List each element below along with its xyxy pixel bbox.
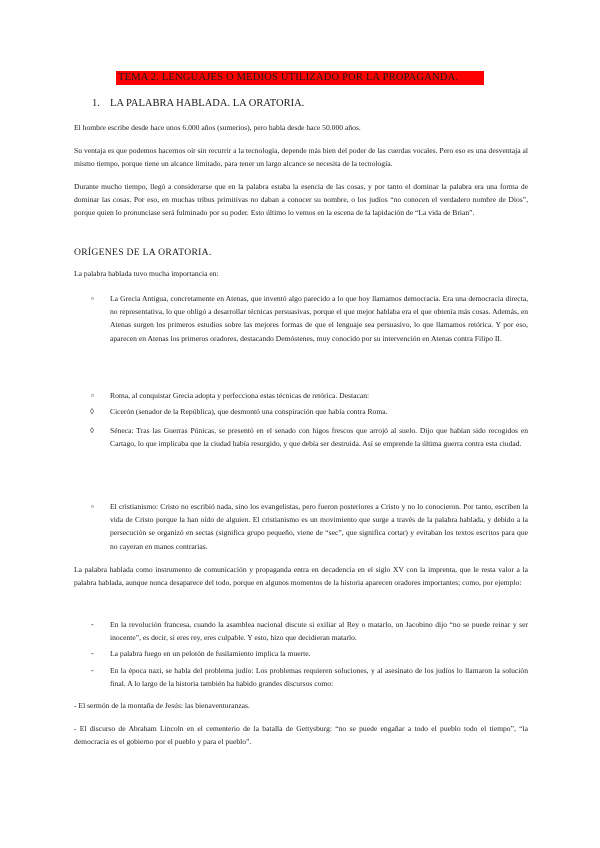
paragraph-intro: El hombre escribe desde hace unos 6.000 años (sumerios), pero habla desde hace 50.000 años.: [74, 123, 361, 132]
list-item-cristianismo: El cristianismo: Cristo no escribió nada, sino los evangelistas, pero fueron posteriores a Cristo y no lo conocieron. Por tanto, escriben la vida de Cristo porque la han oído de alguien. El cristianismo es un movimiento que surge a través de la palabra hablada, y debido a la persecución se organizó en sectas (significa grupo pequeño, viene de “sec”, que significa cortar) y evitaban los textos escritos para que no cayeran en manos contrarias.: [110, 502, 528, 551]
dash-marker: -: [91, 649, 94, 658]
list-item-ciceron: Cicerón (senador de la República), que desmontó una conspiración que había contra Roma.: [110, 407, 388, 416]
list-item-nazi: En la época nazi, se habla del problema judío: Los problemas requieren soluciones, y al asesinato de los judíos lo llamaron la solución final. A lo largo de la historia también ha habido grandes discursos como:: [110, 666, 528, 689]
paragraph-decadencia: La palabra hablada como instrumento de comunicación y propaganda entra en decadencia en el siglo XV con la imprenta, que le resta valor a la palabra hablada, aunque nunca desaparece del todo, porque en algunos momentos de la historia aparecen oradores importantes; como, por ejemplo:: [74, 565, 528, 588]
section-heading-origenes: ORÍGENES DE LA ORATORIA.: [74, 247, 212, 258]
list-item-seneca: Séneca: Tras las Guerras Púnicas, se presentó en el senado con higos frescos que arrojó al suelo. Dijo que habían sido recogidos en Cartago, lo que implicaba que la ciudad había resurgido, y que debía ser destruida. Así se emprende la última guerra contra esta ciudad.: [110, 426, 528, 449]
page-title: [116, 71, 484, 85]
paragraph-lincoln: - El discurso de Abraham Lincoln en el cementerio de la batalla de Gettysburg: “no se puede engañar a todo el pueblo todo el tiempo”, “la democracia es el gobierno por el pueblo y para el pueblo”.: [74, 724, 528, 747]
bullet-marker: ▫: [91, 294, 94, 303]
list-item-revolucion: En la revolución francesa, cuando la asamblea nacional discute si exiliar al Rey o matarlo, un Jacobino dijo “no se puede reinar y ser inocente”, es decir, si eres rey, eres culpable. Y esto, hizo que decidieran matarlo.: [110, 620, 528, 643]
list-item-roma: Roma, al conquistar Grecia adopta y perfecciona estas técnicas de retórica. Destacan:: [110, 391, 370, 400]
paragraph-sermon: - El sermón de la montaña de Jesús: las bienaventuranzas.: [74, 701, 250, 710]
bullet-marker: ▫: [91, 391, 94, 400]
list-item-fuego: La palabra fuego en un pelotón de fusilamiento implica la muerte.: [110, 649, 311, 658]
dash-marker: -: [91, 666, 94, 675]
bullet-marker: ▫: [91, 502, 94, 511]
list-item-grecia: La Grecia Antigua, concretamente en Atenas, que inventó algo parecido a lo que hoy llamamos democracia. Era una democracia directa, no representativa, lo que obligó a desarrollar técnicas persuasivas, porque el que mejor hablaba era el que obtenía más cosas. Además, en Atenas surgen los primeros estudios sobre las mejores formas de que el lenguaje sea persuasivo, lo que llamamos retórica. Y por eso, aparecen en Atenas los primeros oradores, destacando Demóstenes, muy conocido por su intervención en Atenas contra Filipo II.: [110, 294, 528, 343]
paragraph-esencia: Durante mucho tiempo, llegó a considerarse que en la palabra estaba la esencia de las cosas, y por tanto el dominar la palabra era una forma de dominar las cosas. Por eso, en muchas tribus primitivas no daban a conocer su nombre, o los judíos “no conocen el verdadero nombre de Dios”, porque quien lo pronunciase será fulminado por su poder. Esto último lo vemos en la escena de la lapidación de “La vida de Brian”.: [74, 182, 528, 218]
dash-marker: -: [91, 620, 94, 629]
section-heading-palabra-hablada: [92, 98, 304, 109]
diamond-marker: ◊: [90, 426, 94, 435]
section-label: LA PALABRA HABLADA. LA ORATORIA.: [110, 98, 305, 109]
page-title-text: TEMA 2. LENGUAJES O MEDIOS UTILIZADO POR LA PROPAGANDA.: [118, 72, 459, 83]
diamond-marker: ◊: [90, 407, 94, 416]
paragraph-importancia: La palabra hablada tuvo mucha importancia en:: [74, 269, 219, 278]
section-number: 1.: [92, 98, 100, 109]
paragraph-ventaja: Su ventaja es que podemos hacernos oír sin recurrir a la tecnología, depende más bien del poder de las cuerdas vocales. Pero eso es una desventaja al mismo tiempo, porque tiene un alcance limitado, para tener un largo alcance se necesita de la tecnología.: [74, 146, 528, 169]
